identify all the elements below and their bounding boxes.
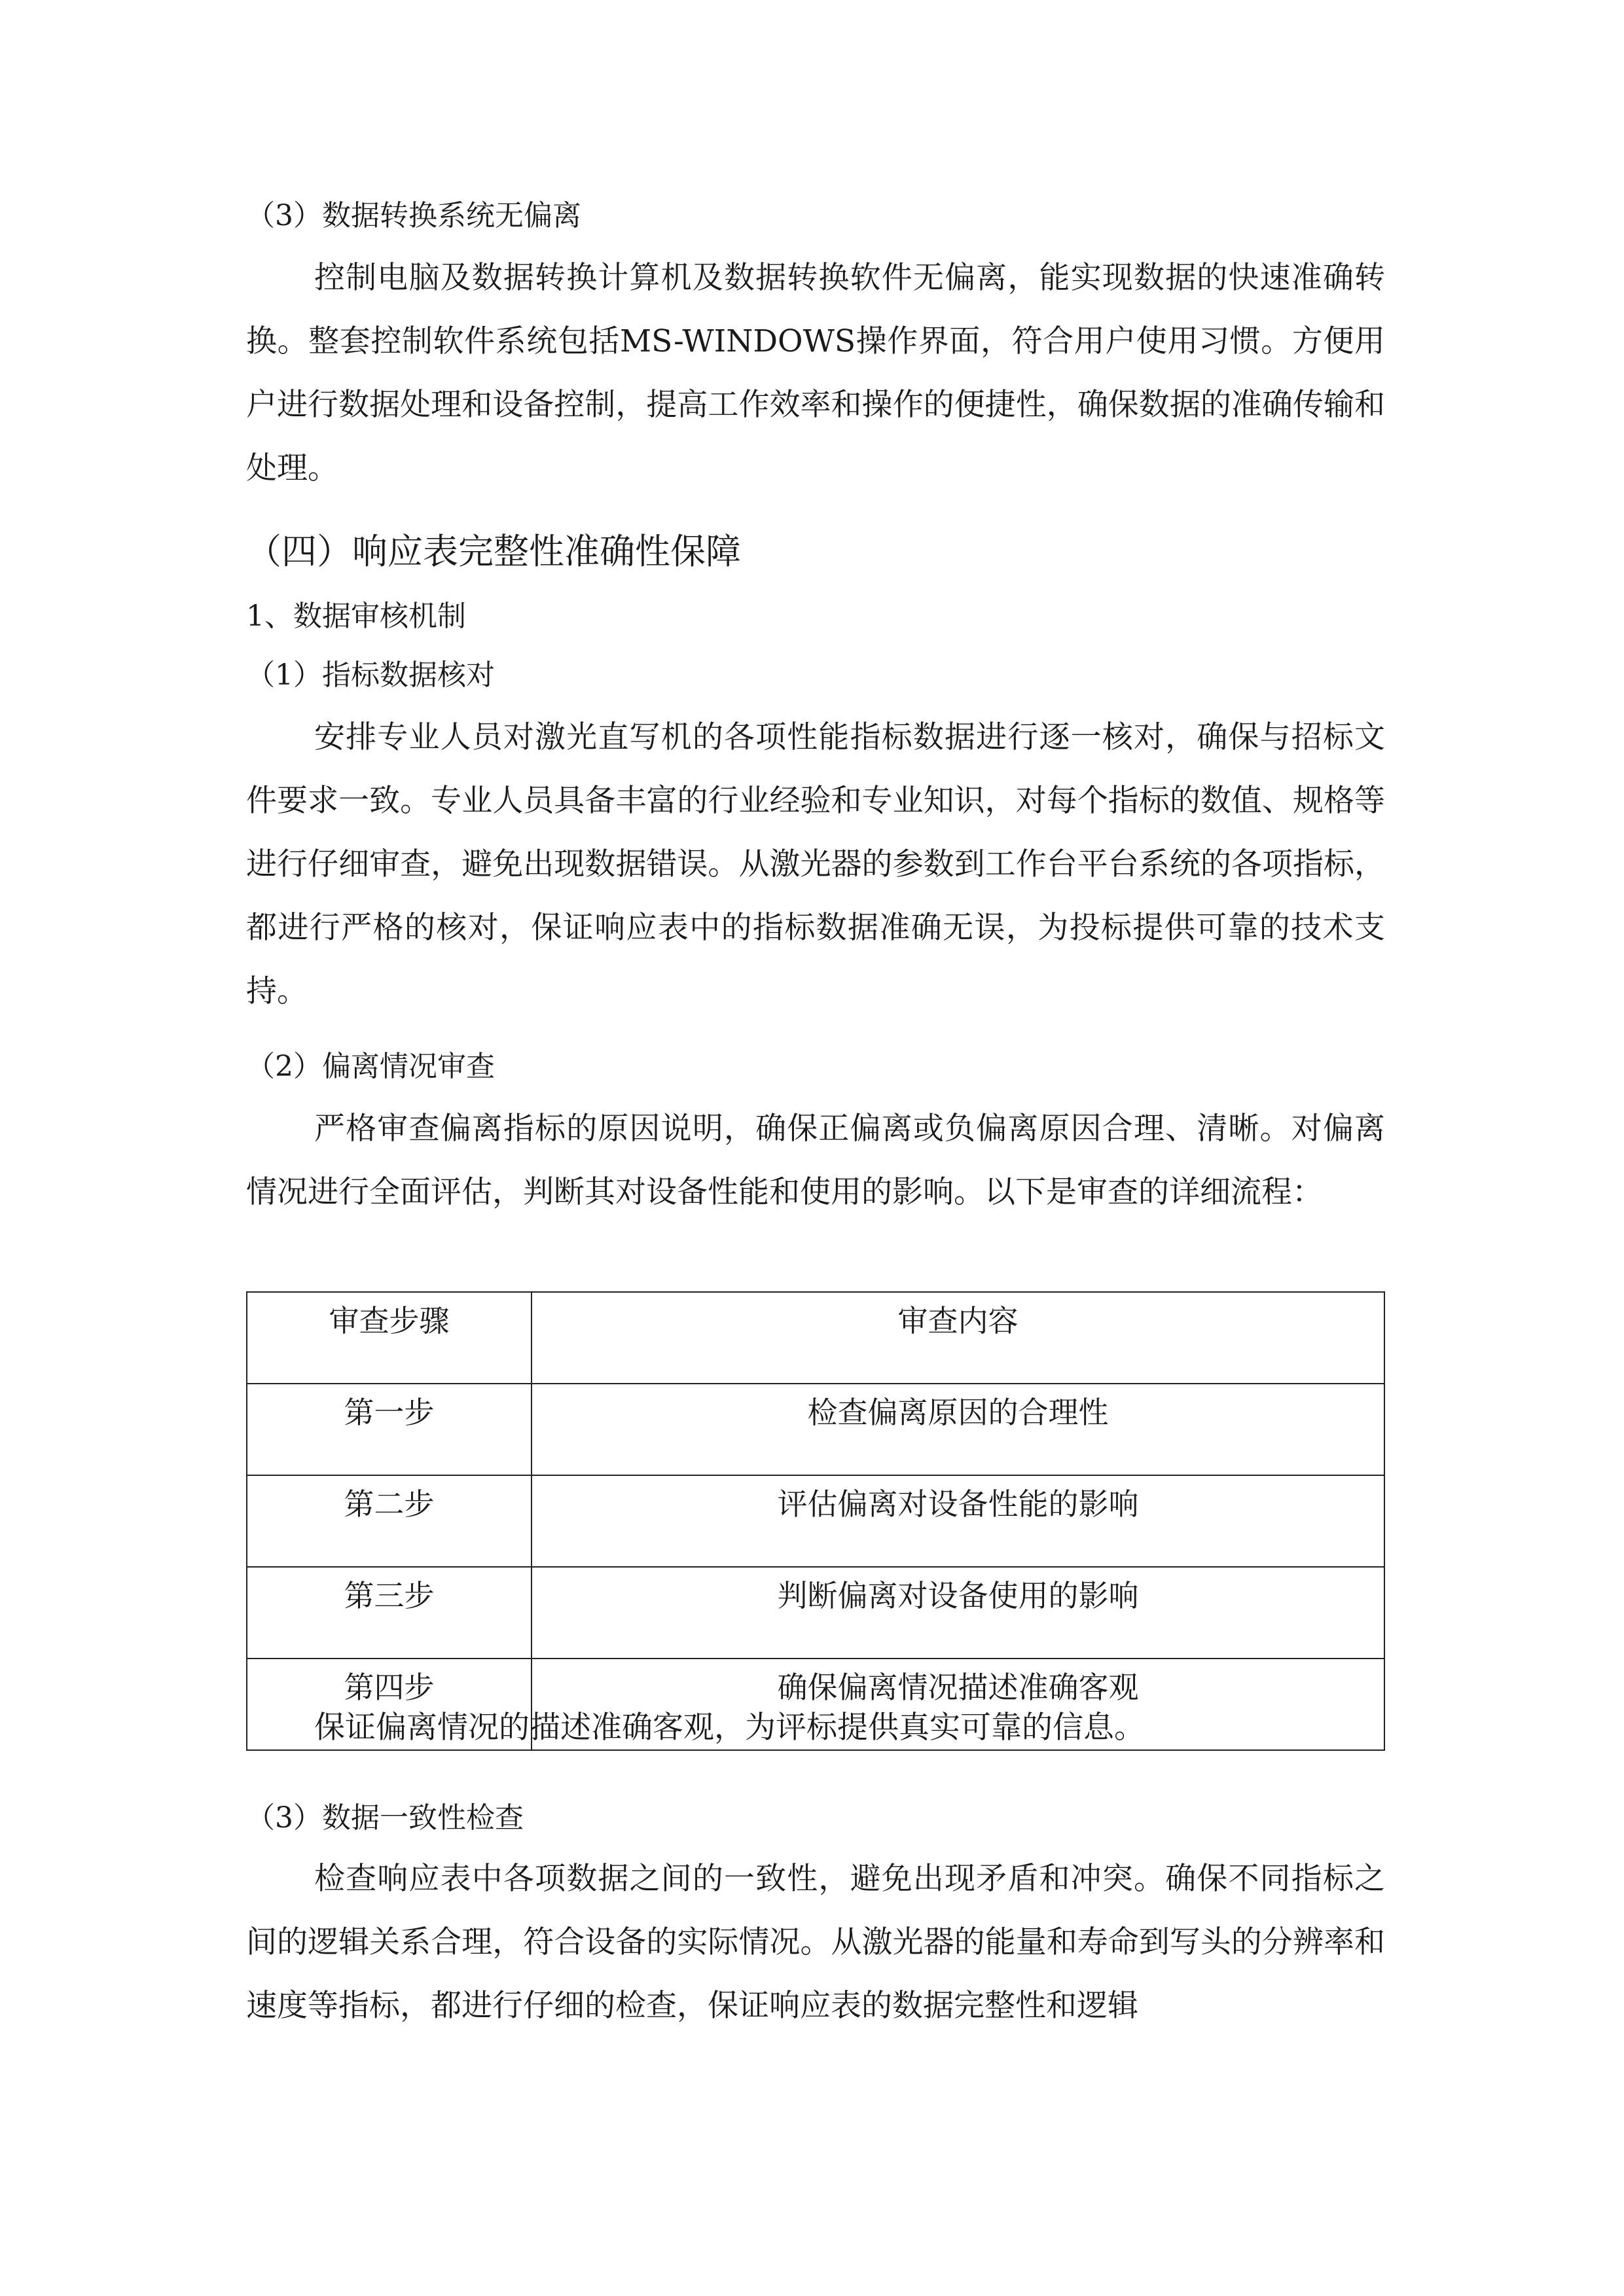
table-header-row bbox=[247, 1292, 1384, 1384]
table-row bbox=[247, 1384, 1384, 1475]
item-1-body: 安排专业人员对激光直写机的各项性能指标数据进行逐一核对，确保与招标文件要求一致。专业人员具备丰富的行业经验和专业知识，对每个指标的数值、规格等进行仔细审查，避免出现数据错误。从激光器的参数到工作台平台系统的各项指标，都进行严格的核对，保证响应表中的指标数据准确无误，为投标提供可靠的技术支持。 bbox=[246, 719, 1385, 1009]
table-note: 保证偏离情况的描述准确客观，为评标提供真实可靠的信息。 bbox=[314, 1710, 1145, 1746]
review-steps-table bbox=[246, 1291, 1385, 1751]
table-cell: 确保偏离情况描述准确客观 bbox=[532, 1659, 1384, 1750]
section-3-body: 控制电脑及数据转换计算机及数据转换软件无偏离，能实现数据的快速准确转换。整套控制软件系统包括MS-WINDOWS操作界面，符合用户使用习惯。方便用户进行数据处理和设备控制，提高工作效率和操作的便捷性，确保数据的准确传输和处理。 bbox=[246, 260, 1385, 486]
table-cell: 检查偏离原因的合理性 bbox=[532, 1384, 1384, 1475]
section-3-heading: （3）数据转换系统无偏离 bbox=[246, 199, 581, 232]
item-2-body: 严格审查偏离指标的原因说明，确保正偏离或负偏离原因合理、清晰。对偏离情况进行全面评估，判断其对设备性能和使用的影响。以下是审查的详细流程： bbox=[246, 1111, 1385, 1210]
item-3-body: 检查响应表中各项数据之间的一致性，避免出现矛盾和冲突。确保不同指标之间的逻辑关系合理，符合设备的实际情况。从激光器的能量和寿命到写头的分辨率和速度等指标，都进行仔细的检查，保证响应表的数据完整性和逻辑 bbox=[246, 1861, 1385, 2024]
table-cell: 第一步 bbox=[247, 1384, 532, 1475]
item-2-heading: （2）偏离情况审查 bbox=[246, 1050, 495, 1083]
table-header-cell: 审查步骤 bbox=[247, 1292, 532, 1384]
table-header-cell: 审查内容 bbox=[532, 1292, 1384, 1384]
table-cell: 第四步 bbox=[247, 1659, 532, 1750]
table-cell: 评估偏离对设备性能的影响 bbox=[532, 1475, 1384, 1567]
item-3-heading: （3）数据一致性检查 bbox=[246, 1801, 524, 1835]
table-row bbox=[247, 1475, 1384, 1567]
chapter-heading: （四）响应表完整性准确性保障 bbox=[246, 531, 741, 572]
table-cell: 判断偏离对设备使用的影响 bbox=[532, 1567, 1384, 1659]
table-row bbox=[247, 1567, 1384, 1659]
sub-heading-data-review: 1、数据审核机制 bbox=[246, 600, 466, 633]
table-cell: 第二步 bbox=[247, 1475, 532, 1567]
table-cell: 第三步 bbox=[247, 1567, 532, 1659]
item-1-heading: （1）指标数据核对 bbox=[246, 658, 495, 692]
